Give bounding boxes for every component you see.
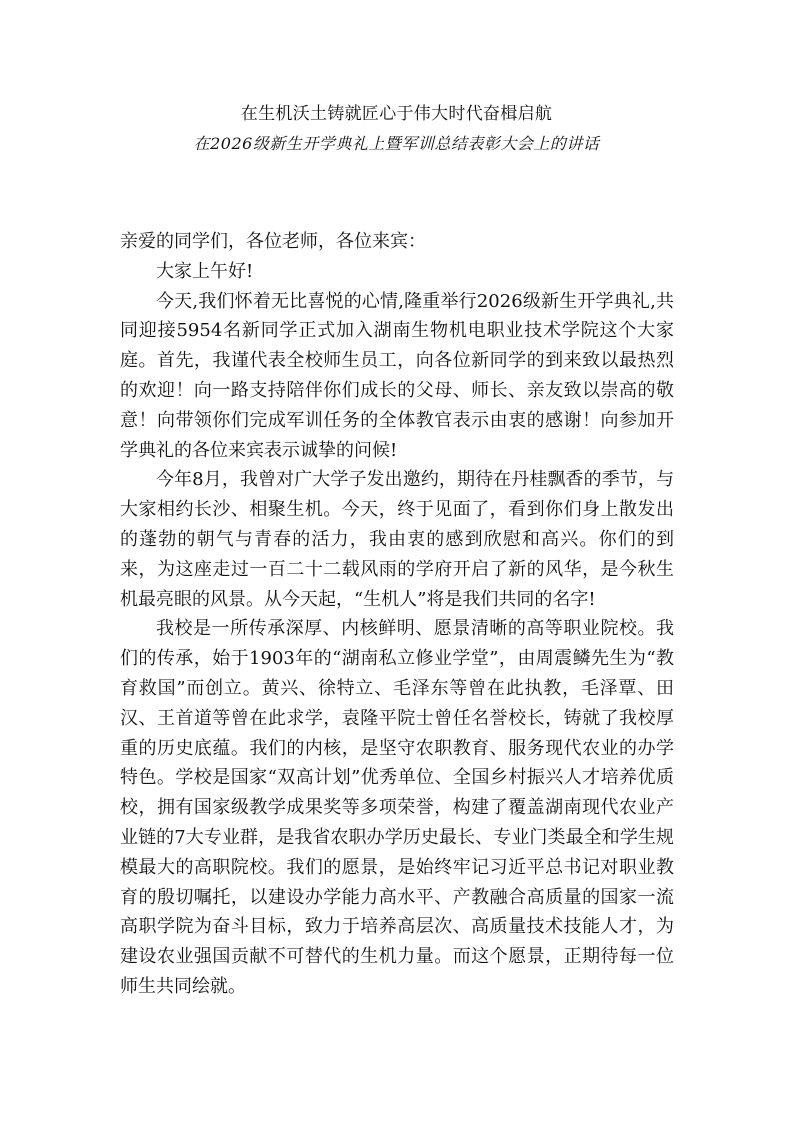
greeting-paragraph: 大家上午好! [156, 260, 254, 282]
salutation: 亲爱的同学们，各位老师，各位来宾： [120, 231, 426, 252]
welcome-paragraph: 今天,我们怀着无比喜悦的心情,隆重举行2026级新生开学典礼,共同迎接5954名新同学正式加入湖南生物机电职业技术学院这个大家庭。首先，我谨代表全校师生员工，向各位新同学的到来致以最热烈的欢迎！向一路支持陪伴你们成长的父母、师长、亲友致以崇高的敬意！向带领你们完成军训任务的全体教官表示由衷的感谢！向参加开学典礼的各位来宾表示诚挚的问候! [120, 290, 674, 461]
speech-subtitle: 在2026级新生开学典礼上暨军训总结表彰大会上的讲话 [193, 134, 600, 153]
speech-title: 在生机沃土铸就匠心于伟大时代奋楫启航 [240, 104, 553, 124]
invitation-paragraph: 今年8月，我曾对广大学子发出邀约，期待在丹桂飘香的季节，与大家相约长沙、相聚生机。今天，终于见面了，看到你们身上散发出的蓬勃的朝气与青春的活力，我由衷的感到欣慰和高兴。你们的到来，为这座走过一百二十二载风雨的学府开启了新的风华，是今秋生机最亮眼的风景。从今天起，“生机人”将是我们共同的名字! [120, 469, 674, 610]
speech-body [120, 227, 674, 1002]
school-history-paragraph: 我校是一所传承深厚、内核鲜明、愿景清晰的高等职业院校。我们的传承，始于1903年的“湖南私立修业学堂”，由周震鳞先生为“教育救国”而创立。黄兴、徐特立、毛泽东等曾在此执教，毛泽覃、田汉、王首道等曾在此求学，袁隆平院士曾任名誉校长，铸就了我校厚重的历史底蕴。我们的内核，是坚守农职教育、服务现代农业的办学特色。学校是国家“双高计划”优秀单位、全国乡村振兴人才培养优质校，拥有国家级教学成果奖等多项荣誉，构建了覆盖湖南现代农业产业链的7大专业群，是我省农职办学历史最长、专业门类最全和学生规模最大的高职院校。我们的愿景，是始终牢记习近平总书记对职业教育的殷切嘱托，以建设办学能力高水平、产教融合高质量的国家一流高职学院为奋斗目标，致力于培养高层次、高质量技术技能人才，为建设农业强国贡献不可替代的生机力量。而这个愿景，正期待每一位师生共同绘就。 [120, 618, 674, 997]
